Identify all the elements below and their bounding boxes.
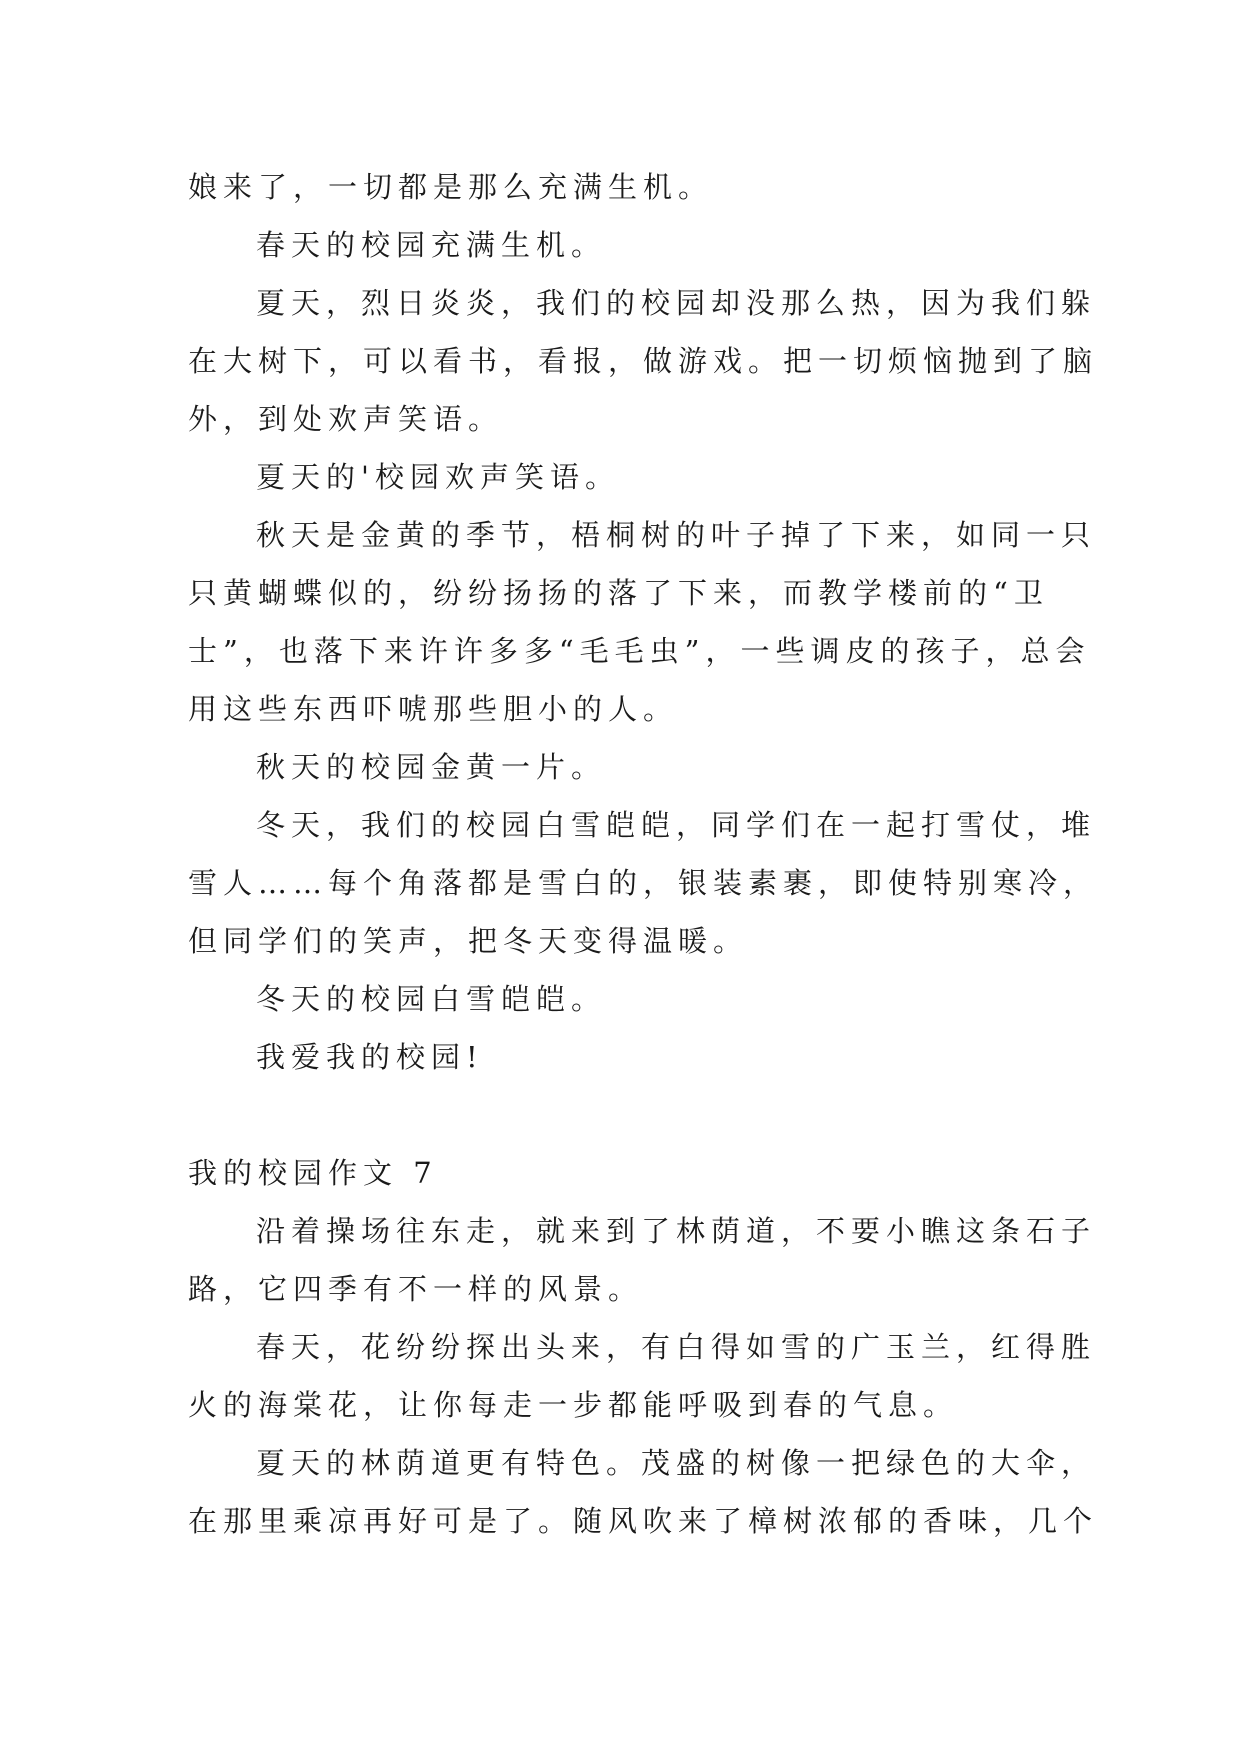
text-line: 外，到处欢声笑语。 [188, 402, 504, 436]
document-body [188, 158, 1099, 1550]
text-line: 冬天，我们的校园白雪皑皑，同学们在一起打雪仗，堆 [256, 808, 1097, 842]
text-line: 夏天的林荫道更有特色。茂盛的树像一把绿色的大伞， [256, 1446, 1097, 1480]
text-line: 雪人……每个角落都是雪白的，银装素裹，即使特别寒冷， [188, 866, 1099, 900]
text-line: 秋天的校园金黄一片。 [256, 750, 607, 784]
text-line: 在那里乘凉再好可是了。随风吹来了樟树浓郁的香味，几个 [188, 1504, 1099, 1538]
text-line: 冬天的校园白雪皑皑。 [256, 982, 607, 1016]
text-line: 春天，花纷纷探出头来，有白得如雪的广玉兰，红得胜 [256, 1330, 1097, 1364]
text-line: 沿着操场往东走，就来到了林荫道，不要小瞧这条石子 [256, 1214, 1097, 1248]
text-line: 火的海棠花，让你每走一步都能呼吸到春的气息。 [188, 1388, 959, 1422]
text-line: 夏天的'校园欢声笑语。 [256, 460, 620, 494]
text-line: 但同学们的笑声，把冬天变得温暖。 [188, 924, 749, 958]
text-line: 路，它四季有不一样的风景。 [188, 1272, 644, 1306]
section-title: 我的校园作文 7 [188, 1156, 438, 1190]
text-line: 在大树下，可以看书，看报，做游戏。把一切烦恼抛到了脑 [188, 344, 1099, 378]
text-line: 娘来了，一切都是那么充满生机。 [188, 170, 714, 204]
text-line: 只黄蝴蝶似的，纷纷扬扬的落了下来，而教学楼前的“卫 [188, 576, 1049, 610]
text-line: 夏天，烈日炎炎，我们的校园却没那么热，因为我们躲 [256, 286, 1097, 320]
text-line: 我爱我的校园! [256, 1040, 484, 1074]
text-line: 用这些东西吓唬那些胆小的人。 [188, 692, 679, 726]
text-line: 春天的校园充满生机。 [256, 228, 607, 262]
text-line: 秋天是金黄的季节，梧桐树的叶子掉了下来，如同一只 [256, 518, 1097, 552]
text-line: 士”，也落下来许许多多“毛毛虫”，一些调皮的孩子，总会 [188, 634, 1091, 668]
paragraph-gap [188, 1086, 1048, 1144]
